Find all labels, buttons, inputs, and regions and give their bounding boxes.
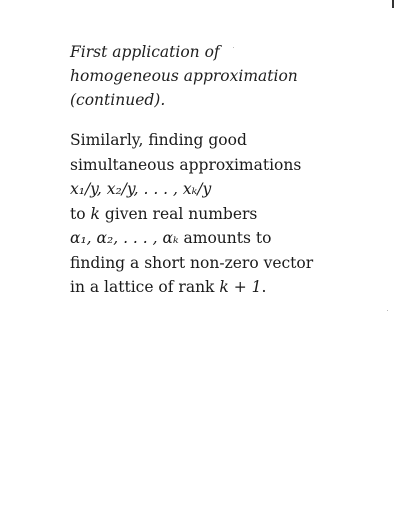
body-line-7-start: in a lattice of rank <box>70 278 220 296</box>
body-line-4 <box>70 202 370 227</box>
body-line-2: simultaneous approximations <box>70 155 302 174</box>
body-line-5-end: amounts to <box>178 229 272 247</box>
body-line-7-end: . <box>261 278 267 296</box>
heading-line-2: homogeneous approximation <box>70 67 298 85</box>
variable-k: k <box>90 204 100 223</box>
rank-expression: k + 1 <box>219 278 262 296</box>
heading-line-1: First application of <box>70 43 220 61</box>
scan-speck <box>387 310 388 311</box>
body-line-3-math <box>70 177 370 202</box>
body-line-4-start: to <box>70 204 91 223</box>
body-paragraph <box>70 128 370 300</box>
body-line-5 <box>70 226 370 251</box>
body-line-6: finding a short non-zero vector <box>70 253 314 272</box>
section-heading <box>70 40 360 112</box>
heading-line-3: (continued). <box>70 91 166 109</box>
body-line-7 <box>70 275 370 300</box>
body-line-4-end: given real numbers <box>99 204 258 223</box>
page-edge-mark <box>392 0 394 8</box>
body-line-1: Similarly, finding good <box>70 131 247 149</box>
alpha-sequence: α₁, α₂, . . . , αₖ <box>70 229 179 247</box>
scan-speck <box>233 47 234 48</box>
fraction-sequence: x₁/y, x₂/y, . . . , xₖ/y <box>70 180 212 198</box>
